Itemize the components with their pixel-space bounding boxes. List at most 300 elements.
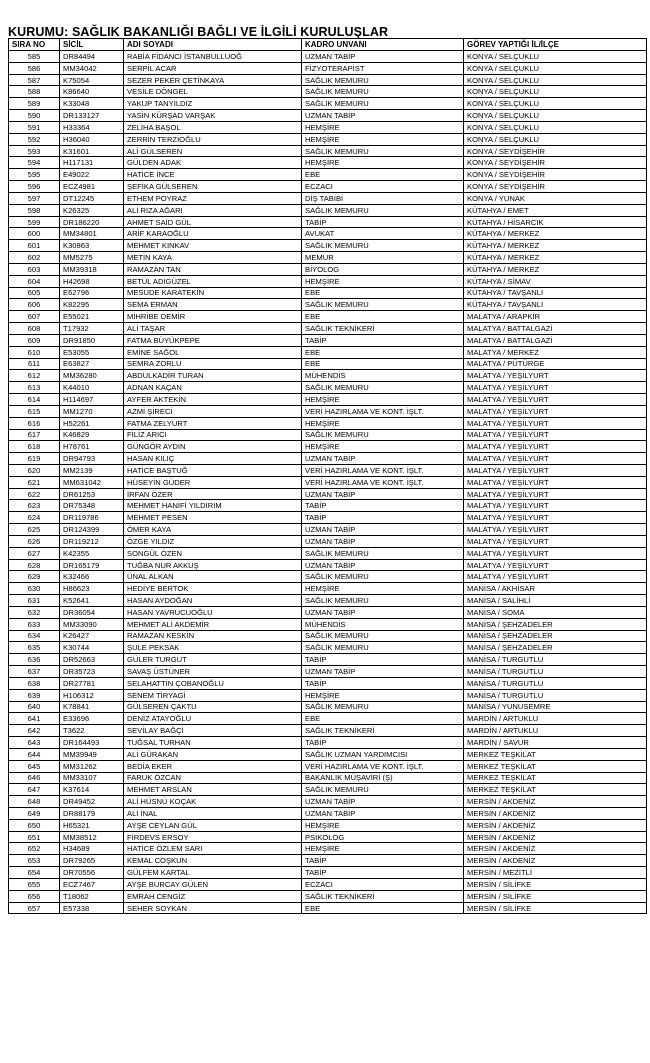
table-row bbox=[9, 677, 647, 689]
cell-gorev-yeri: MALATYA / YEŞİLYURT bbox=[464, 382, 647, 394]
cell-sira-no: 648 bbox=[9, 796, 60, 808]
cell-adi-soyadi: FATMA BÜYÜKPEPE bbox=[124, 334, 302, 346]
table-row bbox=[9, 252, 647, 264]
cell-sira-no: 590 bbox=[9, 110, 60, 122]
cell-sicil: DR164493 bbox=[60, 737, 124, 749]
cell-sicil: K42355 bbox=[60, 547, 124, 559]
cell-sira-no: 657 bbox=[9, 902, 60, 914]
cell-sira-no: 645 bbox=[9, 760, 60, 772]
cell-sicil: T18062 bbox=[60, 890, 124, 902]
cell-sicil: K31601 bbox=[60, 145, 124, 157]
cell-adi-soyadi: HASAN KILIÇ bbox=[124, 453, 302, 465]
cell-adi-soyadi: SONGÜL ÖZEN bbox=[124, 547, 302, 559]
cell-gorev-yeri: MALATYA / YEŞİLYURT bbox=[464, 547, 647, 559]
cell-kadro-unvani: SAĞLIK MEMURU bbox=[302, 595, 464, 607]
cell-gorev-yeri: MERKEZ TEŞKİLAT bbox=[464, 760, 647, 772]
cell-adi-soyadi: ŞEFİKA GÜLSEREN bbox=[124, 181, 302, 193]
cell-sira-no: 633 bbox=[9, 618, 60, 630]
cell-adi-soyadi: ALİ TAŞAR bbox=[124, 323, 302, 335]
cell-gorev-yeri: MERKEZ TEŞKİLAT bbox=[464, 772, 647, 784]
cell-adi-soyadi: MESUDE KARATEKİN bbox=[124, 287, 302, 299]
cell-sicil: DR70556 bbox=[60, 867, 124, 879]
table-row bbox=[9, 500, 647, 512]
cell-kadro-unvani: UZMAN TABİP bbox=[302, 559, 464, 571]
cell-sicil: MM31262 bbox=[60, 760, 124, 772]
table-row bbox=[9, 760, 647, 772]
cell-gorev-yeri: MERSİN / AKDENİZ bbox=[464, 831, 647, 843]
cell-sicil: MM631042 bbox=[60, 476, 124, 488]
cell-kadro-unvani: EBE bbox=[302, 287, 464, 299]
cell-sira-no: 640 bbox=[9, 701, 60, 713]
cell-adi-soyadi: HASAN YAVRUCUOĞLU bbox=[124, 606, 302, 618]
cell-gorev-yeri: MERSİN / AKDENİZ bbox=[464, 796, 647, 808]
cell-sicil: H106312 bbox=[60, 689, 124, 701]
cell-sicil: MM36280 bbox=[60, 370, 124, 382]
cell-sira-no: 603 bbox=[9, 263, 60, 275]
cell-adi-soyadi: ZERRİN TERZİOĞLU bbox=[124, 133, 302, 145]
table-row bbox=[9, 831, 647, 843]
table-row bbox=[9, 429, 647, 441]
cell-gorev-yeri: MANİSA / SALİHLİ bbox=[464, 595, 647, 607]
cell-adi-soyadi: ARİF KARAOĞLU bbox=[124, 228, 302, 240]
cell-kadro-unvani: SAĞLIK MEMURU bbox=[302, 547, 464, 559]
cell-sicil: DR61253 bbox=[60, 488, 124, 500]
cell-adi-soyadi: SEMRA ZORLU bbox=[124, 358, 302, 370]
cell-kadro-unvani: HEMŞİRE bbox=[302, 157, 464, 169]
cell-sira-no: 650 bbox=[9, 819, 60, 831]
cell-sira-no: 626 bbox=[9, 535, 60, 547]
cell-sira-no: 625 bbox=[9, 524, 60, 536]
cell-kadro-unvani: SAĞLIK MEMURU bbox=[302, 642, 464, 654]
cell-kadro-unvani: TABİP bbox=[302, 512, 464, 524]
table-row bbox=[9, 748, 647, 760]
table-row bbox=[9, 98, 647, 110]
cell-sicil: MM39949 bbox=[60, 748, 124, 760]
cell-sicil: DR49452 bbox=[60, 796, 124, 808]
table-row bbox=[9, 547, 647, 559]
cell-sira-no: 596 bbox=[9, 181, 60, 193]
cell-kadro-unvani: UZMAN TABİP bbox=[302, 606, 464, 618]
table-row bbox=[9, 630, 647, 642]
cell-gorev-yeri: MERSİN / SİLİFKE bbox=[464, 890, 647, 902]
table-row bbox=[9, 606, 647, 618]
cell-sicil: H78761 bbox=[60, 441, 124, 453]
cell-kadro-unvani: TABİP bbox=[302, 677, 464, 689]
cell-sicil: DR94793 bbox=[60, 453, 124, 465]
table-row bbox=[9, 713, 647, 725]
cell-sira-no: 604 bbox=[9, 275, 60, 287]
cell-adi-soyadi: HEDİYE BERTOK bbox=[124, 583, 302, 595]
table-row bbox=[9, 453, 647, 465]
cell-sicil: E33696 bbox=[60, 713, 124, 725]
cell-adi-soyadi: SAVAŞ ÜSTÜNER bbox=[124, 666, 302, 678]
table-row bbox=[9, 843, 647, 855]
cell-kadro-unvani: BAKANLIK MÜŞAVİRİ (Ş) bbox=[302, 772, 464, 784]
cell-kadro-unvani: SAĞLIK MEMURU bbox=[302, 240, 464, 252]
cell-sira-no: 638 bbox=[9, 677, 60, 689]
cell-kadro-unvani: TABİP bbox=[302, 855, 464, 867]
cell-sicil: H34689 bbox=[60, 843, 124, 855]
cell-kadro-unvani: HEMŞİRE bbox=[302, 819, 464, 831]
table-row bbox=[9, 370, 647, 382]
cell-adi-soyadi: FİRDEVS ERSOY bbox=[124, 831, 302, 843]
cell-sira-no: 632 bbox=[9, 606, 60, 618]
cell-kadro-unvani: SAĞLIK MEMURU bbox=[302, 98, 464, 110]
cell-kadro-unvani: MEMUR bbox=[302, 252, 464, 264]
cell-kadro-unvani: SAĞLIK MEMURU bbox=[302, 74, 464, 86]
cell-gorev-yeri: MANİSA / YUNUSEMRE bbox=[464, 701, 647, 713]
table-row bbox=[9, 512, 647, 524]
cell-sira-no: 656 bbox=[9, 890, 60, 902]
cell-sicil: DR88179 bbox=[60, 808, 124, 820]
cell-kadro-unvani: TABİP bbox=[302, 334, 464, 346]
cell-sicil: K82295 bbox=[60, 299, 124, 311]
cell-sira-no: 589 bbox=[9, 98, 60, 110]
cell-sicil: K30744 bbox=[60, 642, 124, 654]
cell-kadro-unvani: TABİP bbox=[302, 500, 464, 512]
cell-gorev-yeri: KÜTAHYA / MERKEZ bbox=[464, 263, 647, 275]
cell-adi-soyadi: SEVİLAY BAĞÇİ bbox=[124, 725, 302, 737]
cell-sicil: E53055 bbox=[60, 346, 124, 358]
cell-sicil: MM33090 bbox=[60, 618, 124, 630]
cell-sicil: DR75348 bbox=[60, 500, 124, 512]
cell-kadro-unvani: HEMŞİRE bbox=[302, 583, 464, 595]
table-row bbox=[9, 701, 647, 713]
table-row bbox=[9, 819, 647, 831]
cell-adi-soyadi: FARUK ÖZCAN bbox=[124, 772, 302, 784]
cell-sicil: DR36054 bbox=[60, 606, 124, 618]
cell-sicil: DR119212 bbox=[60, 535, 124, 547]
cell-gorev-yeri: MALATYA / BATTALGAZİ bbox=[464, 334, 647, 346]
cell-gorev-yeri: KONYA / SELÇUKLU bbox=[464, 62, 647, 74]
cell-adi-soyadi: METİN KAYA bbox=[124, 252, 302, 264]
cell-sira-no: 585 bbox=[9, 51, 60, 63]
cell-sicil: K32466 bbox=[60, 571, 124, 583]
table-row bbox=[9, 571, 647, 583]
cell-sira-no: 617 bbox=[9, 429, 60, 441]
cell-gorev-yeri: MERKEZ TEŞKİLAT bbox=[464, 748, 647, 760]
cell-kadro-unvani: SAĞLIK MEMURU bbox=[302, 429, 464, 441]
cell-sira-no: 652 bbox=[9, 843, 60, 855]
cell-kadro-unvani: PSİKOLOG bbox=[302, 831, 464, 843]
cell-sicil: K26325 bbox=[60, 204, 124, 216]
cell-adi-soyadi: GÜLER TURGUT bbox=[124, 654, 302, 666]
cell-gorev-yeri: KÜTAHYA / TAVŞANLI bbox=[464, 299, 647, 311]
cell-adi-soyadi: GÜLDEN ADAK bbox=[124, 157, 302, 169]
cell-sira-no: 610 bbox=[9, 346, 60, 358]
cell-gorev-yeri: MANİSA / ŞEHZADELER bbox=[464, 642, 647, 654]
cell-gorev-yeri: MARDİN / ARTUKLU bbox=[464, 725, 647, 737]
cell-adi-soyadi: SELAHATTİN ÇOBANOĞLU bbox=[124, 677, 302, 689]
table-row bbox=[9, 169, 647, 181]
cell-adi-soyadi: FATMA ZELYURT bbox=[124, 417, 302, 429]
table-row bbox=[9, 855, 647, 867]
cell-sicil: K52641 bbox=[60, 595, 124, 607]
cell-gorev-yeri: MANİSA / ŞEHZADELER bbox=[464, 630, 647, 642]
cell-adi-soyadi: YAKUP TANYILDIZ bbox=[124, 98, 302, 110]
cell-sicil: K46829 bbox=[60, 429, 124, 441]
cell-kadro-unvani: UZMAN TABİP bbox=[302, 796, 464, 808]
table-row bbox=[9, 535, 647, 547]
cell-gorev-yeri: KÜTAHYA / EMET bbox=[464, 204, 647, 216]
table-row bbox=[9, 311, 647, 323]
cell-gorev-yeri: MALATYA / YEŞİLYURT bbox=[464, 571, 647, 583]
cell-sicil: H86623 bbox=[60, 583, 124, 595]
cell-sicil: T17932 bbox=[60, 323, 124, 335]
cell-sira-no: 655 bbox=[9, 878, 60, 890]
cell-sicil: H114697 bbox=[60, 394, 124, 406]
cell-gorev-yeri: MALATYA / YEŞİLYURT bbox=[464, 453, 647, 465]
cell-sira-no: 605 bbox=[9, 287, 60, 299]
cell-gorev-yeri: KÜTAHYA / MERKEZ bbox=[464, 228, 647, 240]
cell-kadro-unvani: TABİP bbox=[302, 737, 464, 749]
header-kadro-unvani: KADRO UNVANI bbox=[302, 39, 464, 51]
header-gorev-yeri: GÖREV YAPTIĞI İL/İLÇE bbox=[464, 39, 647, 51]
cell-kadro-unvani: UZMAN TABİP bbox=[302, 51, 464, 63]
cell-adi-soyadi: MEHMET KINKAV bbox=[124, 240, 302, 252]
cell-gorev-yeri: MALATYA / YEŞİLYURT bbox=[464, 464, 647, 476]
header-sira-no: SIRA NO bbox=[9, 39, 60, 51]
cell-gorev-yeri: MANİSA / TURGUTLU bbox=[464, 689, 647, 701]
cell-gorev-yeri: MANİSA / TURGUTLU bbox=[464, 654, 647, 666]
cell-gorev-yeri: MALATYA / YEŞİLYURT bbox=[464, 394, 647, 406]
cell-gorev-yeri: MALATYA / MERKEZ bbox=[464, 346, 647, 358]
cell-sicil: DR91850 bbox=[60, 334, 124, 346]
cell-adi-soyadi: RAMAZAN KESKİN bbox=[124, 630, 302, 642]
cell-kadro-unvani: TABİP bbox=[302, 654, 464, 666]
table-row bbox=[9, 323, 647, 335]
cell-adi-soyadi: ALİ GÜRAKAN bbox=[124, 748, 302, 760]
cell-gorev-yeri: KONYA / SELÇUKLU bbox=[464, 51, 647, 63]
table-row bbox=[9, 228, 647, 240]
table-row bbox=[9, 441, 647, 453]
table-row bbox=[9, 583, 647, 595]
cell-sira-no: 639 bbox=[9, 689, 60, 701]
cell-sira-no: 586 bbox=[9, 62, 60, 74]
cell-sicil: DR35723 bbox=[60, 666, 124, 678]
cell-sira-no: 591 bbox=[9, 121, 60, 133]
cell-kadro-unvani: SAĞLIK MEMURU bbox=[302, 571, 464, 583]
cell-sira-no: 606 bbox=[9, 299, 60, 311]
cell-sira-no: 602 bbox=[9, 252, 60, 264]
table-row bbox=[9, 595, 647, 607]
cell-kadro-unvani: SAĞLIK MEMURU bbox=[302, 784, 464, 796]
cell-sicil: H117131 bbox=[60, 157, 124, 169]
cell-gorev-yeri: KÜTAHYA / TAVŞANLI bbox=[464, 287, 647, 299]
cell-gorev-yeri: MALATYA / ARAPKİR bbox=[464, 311, 647, 323]
cell-kadro-unvani: VERİ HAZIRLAMA VE KONT. İŞLT. bbox=[302, 464, 464, 476]
cell-sira-no: 595 bbox=[9, 169, 60, 181]
table-row bbox=[9, 618, 647, 630]
cell-adi-soyadi: EMRAH CENGİZ bbox=[124, 890, 302, 902]
cell-sira-no: 624 bbox=[9, 512, 60, 524]
cell-adi-soyadi: SENEM TİRYAGİ bbox=[124, 689, 302, 701]
cell-sira-no: 588 bbox=[9, 86, 60, 98]
cell-sicil: MM33107 bbox=[60, 772, 124, 784]
cell-adi-soyadi: TUĞSAL TURHAN bbox=[124, 737, 302, 749]
cell-sicil: H65321 bbox=[60, 819, 124, 831]
cell-gorev-yeri: MERKEZ TEŞKİLAT bbox=[464, 784, 647, 796]
table-row bbox=[9, 110, 647, 122]
table-row bbox=[9, 74, 647, 86]
cell-gorev-yeri: MARDİN / SAVUR bbox=[464, 737, 647, 749]
cell-kadro-unvani: AVUKAT bbox=[302, 228, 464, 240]
cell-adi-soyadi: İRFAN ÖZER bbox=[124, 488, 302, 500]
cell-sira-no: 654 bbox=[9, 867, 60, 879]
cell-sira-no: 643 bbox=[9, 737, 60, 749]
header-adi-soyadi: ADI SOYADI bbox=[124, 39, 302, 51]
cell-adi-soyadi: MİHRİBE DEMİR bbox=[124, 311, 302, 323]
cell-gorev-yeri: KONYA / YUNAK bbox=[464, 192, 647, 204]
cell-sicil: K44010 bbox=[60, 382, 124, 394]
cell-sira-no: 601 bbox=[9, 240, 60, 252]
cell-sicil: E49022 bbox=[60, 169, 124, 181]
cell-gorev-yeri: MERSİN / AKDENİZ bbox=[464, 855, 647, 867]
table-row bbox=[9, 346, 647, 358]
cell-sicil: ECZ7467 bbox=[60, 878, 124, 890]
cell-gorev-yeri: MERSİN / AKDENİZ bbox=[464, 808, 647, 820]
cell-kadro-unvani: HEMŞİRE bbox=[302, 441, 464, 453]
table-row bbox=[9, 405, 647, 417]
cell-sira-no: 615 bbox=[9, 405, 60, 417]
cell-kadro-unvani: SAĞLIK MEMURU bbox=[302, 145, 464, 157]
table-row bbox=[9, 689, 647, 701]
cell-sira-no: 636 bbox=[9, 654, 60, 666]
cell-adi-soyadi: GÜLSEREN ÇAKTU bbox=[124, 701, 302, 713]
cell-sicil: E62796 bbox=[60, 287, 124, 299]
cell-gorev-yeri: MALATYA / YEŞİLYURT bbox=[464, 488, 647, 500]
cell-adi-soyadi: RAMAZAN TAN bbox=[124, 263, 302, 275]
cell-kadro-unvani: UZMAN TABİP bbox=[302, 535, 464, 547]
table-row bbox=[9, 890, 647, 902]
cell-kadro-unvani: DİŞ TABİBİ bbox=[302, 192, 464, 204]
cell-adi-soyadi: EMİNE SAĞOL bbox=[124, 346, 302, 358]
cell-sicil: K33048 bbox=[60, 98, 124, 110]
cell-kadro-unvani: ECZACI bbox=[302, 878, 464, 890]
table-row bbox=[9, 358, 647, 370]
cell-gorev-yeri: KONYA / SELÇUKLU bbox=[464, 74, 647, 86]
cell-gorev-yeri: MERSİN / AKDENİZ bbox=[464, 843, 647, 855]
cell-sicil: DR79265 bbox=[60, 855, 124, 867]
cell-gorev-yeri: KONYA / SEYDİŞEHİR bbox=[464, 169, 647, 181]
cell-sira-no: 642 bbox=[9, 725, 60, 737]
cell-gorev-yeri: KONYA / SELÇUKLU bbox=[464, 86, 647, 98]
cell-kadro-unvani: EBE bbox=[302, 169, 464, 181]
cell-adi-soyadi: FİLİZ ARICI bbox=[124, 429, 302, 441]
page-title: KURUMU: SAĞLIK BAKANLIĞI BAĞLI VE İLGİLİ KURULUŞLAR bbox=[8, 25, 389, 39]
cell-gorev-yeri: MALATYA / PÜTÜRGE bbox=[464, 358, 647, 370]
cell-gorev-yeri: MALATYA / YEŞİLYURT bbox=[464, 559, 647, 571]
cell-adi-soyadi: DENİZ ATAYOĞLU bbox=[124, 713, 302, 725]
table-row bbox=[9, 666, 647, 678]
cell-adi-soyadi: MEHMET PESEN bbox=[124, 512, 302, 524]
cell-gorev-yeri: MALATYA / YEŞİLYURT bbox=[464, 370, 647, 382]
cell-gorev-yeri: MERSİN / MEZİTLİ bbox=[464, 867, 647, 879]
table-row bbox=[9, 145, 647, 157]
cell-adi-soyadi: ALİ İNAL bbox=[124, 808, 302, 820]
cell-kadro-unvani: VERİ HAZIRLAMA VE KONT. İŞLT. bbox=[302, 476, 464, 488]
cell-sicil: E57338 bbox=[60, 902, 124, 914]
cell-sira-no: 609 bbox=[9, 334, 60, 346]
cell-adi-soyadi: SERPİL ACAR bbox=[124, 62, 302, 74]
cell-sira-no: 600 bbox=[9, 228, 60, 240]
cell-adi-soyadi: HATİCE ÖZLEM SARI bbox=[124, 843, 302, 855]
table-row bbox=[9, 808, 647, 820]
cell-sicil: H52261 bbox=[60, 417, 124, 429]
cell-sicil: MM38512 bbox=[60, 831, 124, 843]
table-row bbox=[9, 559, 647, 571]
document-page bbox=[8, 26, 646, 914]
table-row bbox=[9, 784, 647, 796]
cell-sicil: H42698 bbox=[60, 275, 124, 287]
table-row bbox=[9, 476, 647, 488]
cell-kadro-unvani: SAĞLIK MEMURU bbox=[302, 204, 464, 216]
cell-sira-no: 627 bbox=[9, 547, 60, 559]
cell-gorev-yeri: MALATYA / YEŞİLYURT bbox=[464, 441, 647, 453]
cell-gorev-yeri: KONYA / SELÇUKLU bbox=[464, 121, 647, 133]
cell-sira-no: 635 bbox=[9, 642, 60, 654]
table-row bbox=[9, 299, 647, 311]
cell-kadro-unvani: HEMŞİRE bbox=[302, 417, 464, 429]
cell-gorev-yeri: MALATYA / YEŞİLYURT bbox=[464, 417, 647, 429]
cell-sira-no: 631 bbox=[9, 595, 60, 607]
table-row bbox=[9, 275, 647, 287]
cell-sicil: DR27781 bbox=[60, 677, 124, 689]
cell-sicil: DR84494 bbox=[60, 51, 124, 63]
cell-kadro-unvani: EBE bbox=[302, 358, 464, 370]
cell-sicil: T3622 bbox=[60, 725, 124, 737]
cell-gorev-yeri: MERSİN / AKDENİZ bbox=[464, 819, 647, 831]
table-row bbox=[9, 737, 647, 749]
cell-sira-no: 646 bbox=[9, 772, 60, 784]
cell-adi-soyadi: ALİ HÜSNÜ KOÇAK bbox=[124, 796, 302, 808]
cell-kadro-unvani: SAĞLIK MEMURU bbox=[302, 86, 464, 98]
cell-sira-no: 641 bbox=[9, 713, 60, 725]
cell-sicil: MM5275 bbox=[60, 252, 124, 264]
cell-kadro-unvani: SAĞLIK MEMURU bbox=[302, 630, 464, 642]
cell-adi-soyadi: SEZER PEKER ÇETİNKAYA bbox=[124, 74, 302, 86]
cell-kadro-unvani: SAĞLIK TEKNİKERİ bbox=[302, 323, 464, 335]
cell-sira-no: 629 bbox=[9, 571, 60, 583]
cell-sicil: MM34801 bbox=[60, 228, 124, 240]
cell-adi-soyadi: AHMET SAİD GÜL bbox=[124, 216, 302, 228]
cell-kadro-unvani: VERİ HAZIRLAMA VE KONT. İŞLT. bbox=[302, 405, 464, 417]
table-row bbox=[9, 133, 647, 145]
table-row bbox=[9, 878, 647, 890]
cell-adi-soyadi: ZELİHA BAŞOL bbox=[124, 121, 302, 133]
cell-adi-soyadi: GÜLFEM KARTAL bbox=[124, 867, 302, 879]
cell-sira-no: 637 bbox=[9, 666, 60, 678]
cell-adi-soyadi: RABİA FİDANCI İSTANBULLUOĞ bbox=[124, 51, 302, 63]
cell-sicil: MM1270 bbox=[60, 405, 124, 417]
cell-kadro-unvani: SAĞLIK MEMURU bbox=[302, 299, 464, 311]
cell-adi-soyadi: BEDİA EKER bbox=[124, 760, 302, 772]
cell-sira-no: 607 bbox=[9, 311, 60, 323]
table-row bbox=[9, 62, 647, 74]
cell-sicil: E63827 bbox=[60, 358, 124, 370]
cell-sira-no: 608 bbox=[9, 323, 60, 335]
table-row bbox=[9, 287, 647, 299]
cell-sira-no: 628 bbox=[9, 559, 60, 571]
cell-sira-no: 613 bbox=[9, 382, 60, 394]
cell-kadro-unvani: UZMAN TABİP bbox=[302, 453, 464, 465]
cell-adi-soyadi: BETÜL ADIGÜZEL bbox=[124, 275, 302, 287]
cell-adi-soyadi: YASİN KÜRŞAD VARŞAK bbox=[124, 110, 302, 122]
cell-gorev-yeri: MERSİN / SİLİFKE bbox=[464, 878, 647, 890]
table-row bbox=[9, 772, 647, 784]
cell-sicil: DR133127 bbox=[60, 110, 124, 122]
cell-gorev-yeri: MALATYA / YEŞİLYURT bbox=[464, 535, 647, 547]
